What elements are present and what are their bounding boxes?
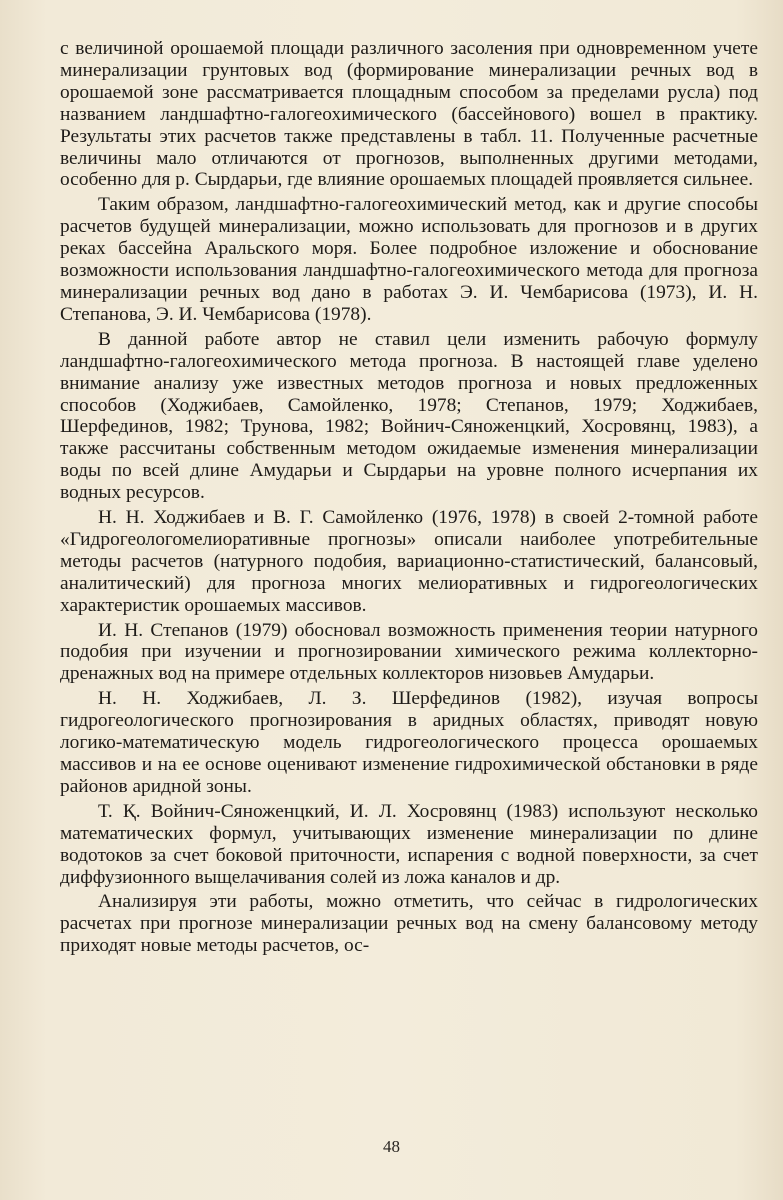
paragraph: Таким образом, ландшафтно-галогеохимический метод, как и другие способы расчетов будущей минерализации, можно использовать для прогнозов и в других реках бассейна Аральского моря. Более подробное изложение и обоснование возможности использования ландшафтно-галогеохимического метода для прогноза минерализации речных вод дано в работах Э. И. Чембарисова (1973), И. Н. Степанова, Э. И. Чембарисова (1978). xyxy=(60,194,758,325)
page-number: 48 xyxy=(383,1137,400,1156)
paragraph: Н. Н. Ходжибаев и В. Г. Самойленко (1976, 1978) в своей 2-томной работе «Гидрогеологомелиоративные прогнозы» описали наиболее употребительные методы расчетов (натурного подобия, вариационно-статистический, балансовый, аналитический) для прогноза многих мелиоративных и гидрогеологических характеристик орошаемых массивов. xyxy=(60,507,758,616)
paragraph: с величиной орошаемой площади различного засоления при одновременном учете минерализации грунтовых вод (формирование минерализации речных вод в орошаемой зоне рассматривается площадным способом за пределами русла) под названием ландшафтно-галогеохимического (бассейнового) вошел в практику. Результаты этих расчетов также представлены в табл. 11. Полученные расчетные величины мало отличаются от прогнозов, выполненных другими методами, особенно для р. Сырдарьи, где влияние орошаемых площадей проявляется сильнее. xyxy=(60,38,758,191)
body-text xyxy=(60,38,758,960)
paragraph: В данной работе автор не ставил цели изменить рабочую формулу ландшафтно-галогеохимического метода прогноза. В настоящей главе уделено внимание анализу уже известных методов прогноза и новых предложенных способов (Ходжибаев, Самойленко, 1978; Степанов, 1979; Ходжибаев, Шерфединов, 1982; Трунова, 1982; Войнич-Сяноженцкий, Хосровянц, 1983), а также рассчитаны собственным методом ожидаемые изменения минерализации воды по всей длине Амударьи и Сырдарьи на уровне полного исчерпания их водных ресурсов. xyxy=(60,328,758,504)
paragraph: И. Н. Степанов (1979) обосновал возможность применения теории натурного подобия при изучении и прогнозировании химического режима коллекторно-дренажных вод на примере отдельных коллекторов низовьев Амударьи. xyxy=(60,619,758,685)
paragraph: Н. Н. Ходжибаев, Л. З. Шерфединов (1982), изучая вопросы гидрогеологического прогнозирования в аридных областях, приводят новую логико-математическую модель гидрогеологического процесса орошаемых массивов и на ее основе оценивают изменение гидрохимической обстановки в ряде районов аридной зоны. xyxy=(60,688,758,797)
paragraph: Анализируя эти работы, можно отметить, что сейчас в гидрологических расчетах при прогнозе минерализации речных вод на смену балансовому методу приходят новые методы расчетов, ос- xyxy=(60,891,758,957)
paragraph: Т. Қ. Войнич-Сяноженцкий, И. Л. Хосровянц (1983) используют несколько математических формул, учитывающих изменение минерализации по длине водотоков за счет боковой приточности, испарения с водной поверхности, за счет диффузионного выщелачивания солей из ложа каналов и др. xyxy=(60,800,758,888)
